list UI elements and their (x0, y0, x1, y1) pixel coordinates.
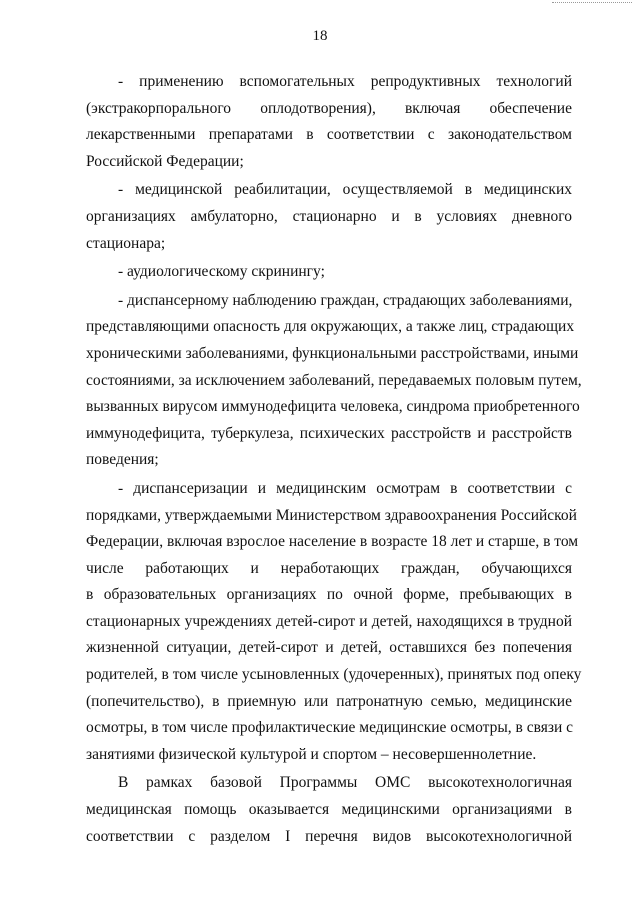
text-line: числе работающих и неработающих граждан, обучающихся (86, 559, 572, 577)
page-number: 18 (312, 28, 328, 44)
text-line: - диспансерному наблюдению граждан, страдающих заболеваниями, (118, 291, 573, 309)
document-body (86, 69, 582, 850)
text-line: иммунодефицита, туберкулеза, психических расстройств и расстройств (86, 424, 572, 442)
text-line: жизненной ситуации, детей-сирот и детей, оставшихся без попечения (86, 639, 572, 657)
text-line: - применению вспомогательных репродуктивных технологий (118, 73, 572, 90)
paragraph-medical-examinations (86, 476, 582, 769)
text-line: осмотры, в том числе профилактические медицинские осмотры, в связи с (86, 719, 574, 737)
text-line: - аудиологическому скринингу; (118, 263, 325, 281)
text-line: Российской Федерации; (86, 152, 244, 170)
text-line: состояниями, за исключением заболеваний, передаваемых половым путем, (86, 371, 582, 389)
text-line: в образовательных организациях по очной форме, пребывающих в (86, 586, 572, 604)
paragraph-audiology (86, 259, 572, 286)
text-line: В рамках базовой Программы ОМС высокотехнологичная (118, 774, 572, 792)
text-line: - медицинской реабилитации, осуществляемой в медицинских (118, 181, 572, 199)
text-line: порядками, утверждаемыми Министерством здравоохранения Российской (86, 506, 577, 524)
text-line: хроническими заболеваниями, функциональными расстройствами, иными (86, 344, 579, 362)
text-line: (экстракорпорального оплодотворения), включая обеспечение (86, 99, 572, 117)
text-line: занятиями физической культурой и спортом – несовершеннолетние. (86, 745, 537, 763)
text-line: (попечительство), в приемную или патронатную семью, медицинские (86, 692, 572, 710)
text-line: поведения; (86, 451, 159, 469)
text-line: организациях амбулаторно, стационарно и в условиях дневного (86, 207, 572, 225)
scan-edge-mark (552, 2, 632, 3)
text-line: вызванных вирусом иммунодефицита человека, синдрома приобретенного (86, 398, 580, 416)
text-line: соответствии с разделом I перечня видов высокотехнологичной (86, 827, 572, 845)
text-line: Федерации, включая взрослое население в возрасте 18 лет и старше, в том (86, 533, 579, 551)
text-line: родителей, в том числе усыновленных (удочеренных), принятых под опеку (86, 666, 582, 684)
text-line: стационара; (86, 234, 166, 252)
text-line: - диспансеризации и медицинским осмотрам в соответствии с (118, 479, 572, 497)
paragraph-dispensary-observation (86, 288, 582, 474)
text-line: представляющими опасность для окружающих, а также лиц, страдающих (86, 318, 575, 336)
paragraph-art-technologies (86, 69, 572, 175)
paragraph-rehabilitation (86, 177, 572, 257)
text-line: медицинская помощь оказывается медицинскими организациями в (86, 801, 572, 819)
text-line: лекарственными препаратами в соответствии с законодательством (86, 126, 572, 144)
paragraph-high-tech-care (86, 770, 572, 850)
text-line: стационарных учреждениях детей-сирот и детей, находящихся в трудной (86, 612, 572, 630)
